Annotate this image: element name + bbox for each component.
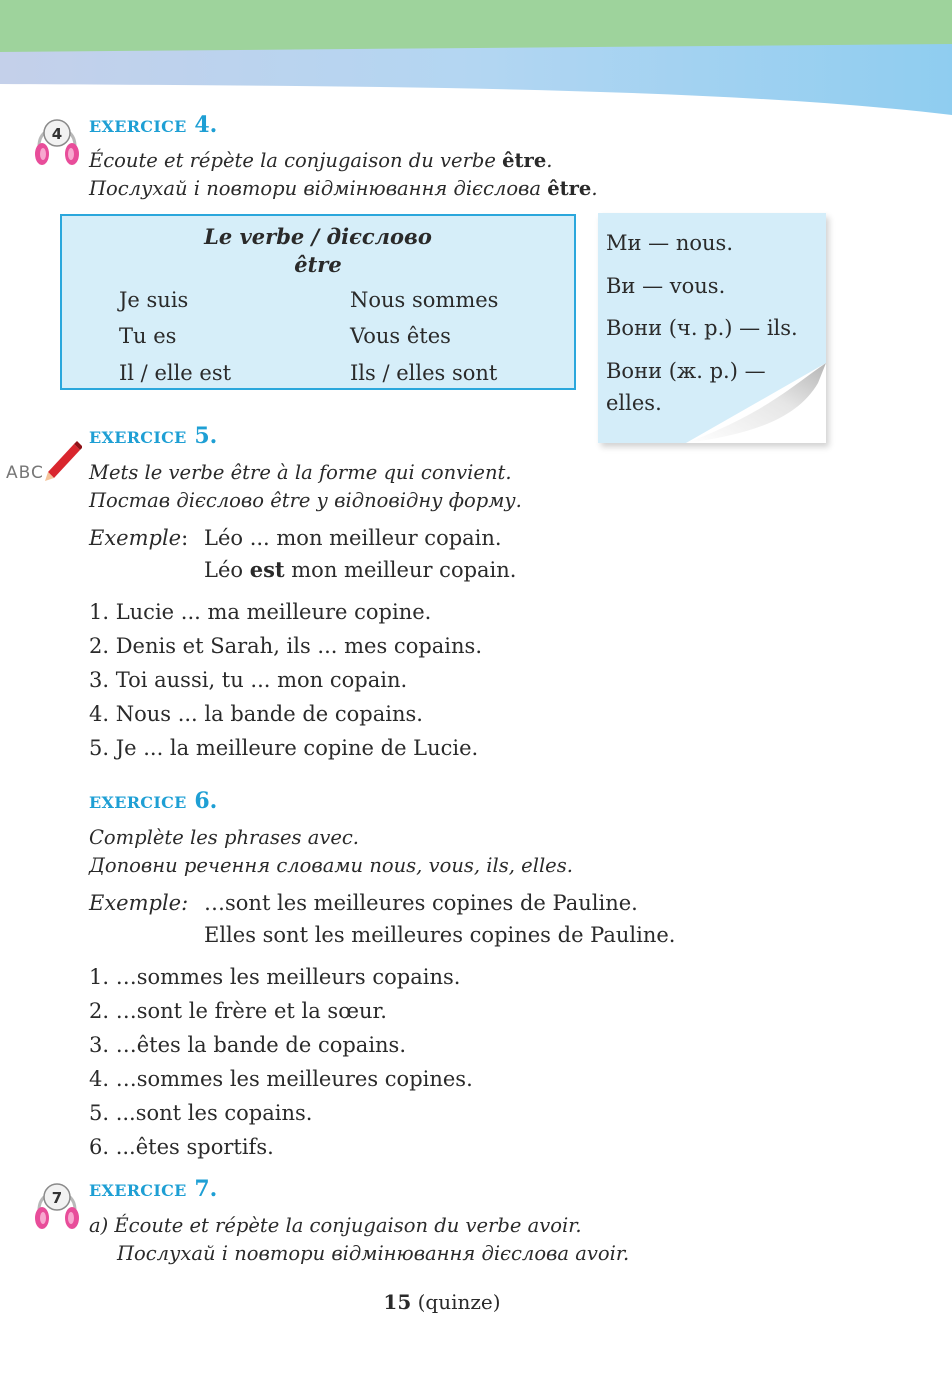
- headphones-icon[interactable]: [33, 112, 81, 170]
- list-item: 5. ...sont les copains.: [89, 1101, 313, 1125]
- exercise-6-title: [89, 788, 217, 814]
- exercise-6-instruction-fr: Complète les phrases avec.: [89, 826, 360, 849]
- exercise-4-title: [89, 112, 217, 138]
- table-title: Le verbe / дієслово: [204, 224, 432, 249]
- exercise-6-example: …sont les meilleures copines de Pauline.: [204, 891, 638, 915]
- exercise-6-example-answer: Elles sont les meilleures copines de Pauline.: [204, 923, 676, 947]
- exercise-label: EXERCICE: [89, 117, 187, 136]
- note-line: Вони (ж. р.) —: [606, 359, 766, 383]
- conjugation-cell: Je suis: [119, 288, 189, 312]
- pencil-icon: [2, 436, 82, 486]
- conjugation-cell: Ils / elles sont: [350, 361, 498, 385]
- note-line: Ви — vous.: [606, 274, 726, 298]
- exercise-number: 7.: [194, 1176, 218, 1202]
- exercise-label: EXERCICE: [89, 793, 187, 812]
- exercise-5-example-label: Exemple:: [89, 526, 189, 550]
- pronoun-note: [598, 213, 826, 443]
- page-number: 15 (quinze): [383, 1290, 501, 1314]
- exercise-5-instruction-fr: Mets le verbe être à la forme qui convient.: [89, 461, 512, 484]
- note-line: Ми — nous.: [606, 231, 733, 255]
- list-item: 1. …sommes les meilleurs copains.: [89, 965, 461, 989]
- conjugation-table: [60, 214, 576, 390]
- note-line: elles.: [606, 391, 662, 415]
- badge-number: 4: [51, 125, 63, 143]
- exercise-number: 6.: [194, 788, 218, 814]
- list-item: 2. Denis et Sarah, ils ... mes copains.: [89, 634, 482, 658]
- page-curl-icon: [686, 363, 826, 443]
- note-line: Вони (ч. р.) — ils.: [606, 316, 798, 340]
- table-subtitle: être: [294, 252, 342, 277]
- exercise-6-example-label: Exemple:: [89, 891, 189, 915]
- exercise-number: 4.: [194, 112, 218, 138]
- exercise-4-instruction-fr: Écoute et répète la conjugaison du verbe être.: [89, 149, 553, 172]
- list-item: 3. …êtes la bande de copains.: [89, 1033, 407, 1057]
- exercise-5-title: [89, 423, 217, 449]
- list-item: 4. …sommes les meilleures copines.: [89, 1067, 473, 1091]
- conjugation-cell: Vous êtes: [350, 324, 451, 348]
- pen-label: ABC: [6, 463, 44, 483]
- exercise-6-instruction-ua: Доповни речення словами nous, vous, ils, elles.: [89, 854, 573, 877]
- list-item: 4. Nous ... la bande de copains.: [89, 702, 423, 726]
- headphones-icon[interactable]: [33, 1176, 81, 1234]
- exercise-5-instruction-ua: Постав дієслово être у відповідну форму.: [89, 489, 522, 512]
- exercise-4-instruction-ua: Послухай і повтори відмінювання дієслова être.: [89, 177, 598, 200]
- conjugation-cell: Tu es: [119, 324, 177, 348]
- list-item: 2. …sont le frère et la sœur.: [89, 999, 387, 1023]
- list-item: 1. Lucie ... ma meilleure copine.: [89, 600, 432, 624]
- exercise-7-instruction-ua: Послухай і повтори відмінювання дієслова avoir.: [117, 1242, 630, 1265]
- badge-number: 7: [51, 1189, 63, 1207]
- exercise-5-example: Léo ... mon meilleur copain.: [204, 526, 502, 550]
- conjugation-cell: Il / elle est: [119, 361, 232, 385]
- conjugation-cell: Nous sommes: [350, 288, 499, 312]
- exercise-7-title: [89, 1176, 217, 1202]
- exercise-5-example-answer: Léo est mon meilleur copain.: [204, 557, 517, 582]
- exercise-number: 5.: [194, 423, 218, 449]
- top-banner: [0, 0, 952, 115]
- exercise-7-instruction-fr: a) Écoute et répète la conjugaison du verbe avoir.: [89, 1214, 582, 1237]
- list-item: 6. ...êtes sportifs.: [89, 1135, 274, 1159]
- exercise-label: EXERCICE: [89, 428, 187, 447]
- list-item: 5. Je ... la meilleure copine de Lucie.: [89, 736, 479, 760]
- list-item: 3. Toi aussi, tu ... mon copain.: [89, 668, 408, 692]
- exercise-label: EXERCICE: [89, 1181, 187, 1200]
